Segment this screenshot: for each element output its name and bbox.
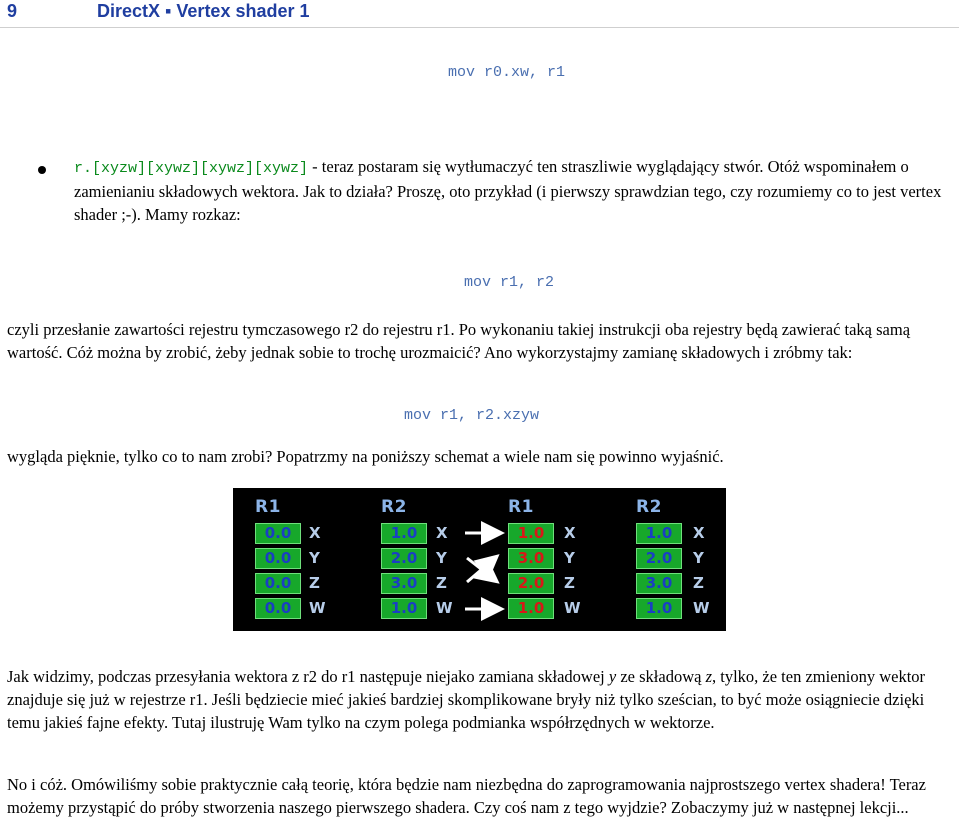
component-label: X	[309, 524, 321, 542]
component-label: W	[693, 599, 710, 617]
bullet-paragraph	[74, 155, 954, 226]
paragraph-4: No i cóż. Omówiliśmy sobie praktycznie całą teorię, która będzie nam niezbędna do zaprogramowania najprostszego vertex shadera! Teraz możemy przystąpić do próby stworzenia naszego pierwszego shadera. Czy coś nam z tego wyjdzie? Zobaczymy już w następnej lekcji...	[7, 775, 926, 817]
code-line-1: mov r0.xw, r1	[448, 64, 566, 81]
register-cell: 2.0	[636, 548, 682, 569]
register-r1-before	[255, 497, 281, 517]
paragraph-2: wygląda pięknie, tylko co to nam zrobi? Popatrzmy na poniższy schemat a wiele nam się powinno wyjaśnić.	[7, 447, 724, 466]
swizzle-code: r.[xyzw][xywz][xywz][xywz]	[74, 160, 309, 177]
component-label: X	[564, 524, 576, 542]
register-swizzle-diagram	[233, 488, 726, 631]
register-label: R1	[508, 497, 534, 517]
register-cell: 1.0	[508, 523, 554, 544]
component-label: X	[436, 524, 448, 542]
register-cell: 0.0	[255, 548, 301, 569]
bullet-text: - teraz postaram się wytłumaczyć ten straszliwie wyglądający stwór. Otóż wspominałem o zamienianiu składowych wektora. Jak to działa? Proszę, oto przykład (i pierwszy sprawdzian tego, czy rozumiemy co to jest vertex shader ;-). Mamy rozkaz:	[74, 157, 942, 224]
register-r1-result	[508, 497, 534, 517]
component-label: Z	[564, 574, 575, 592]
register-cell: 1.0	[508, 598, 554, 619]
bullet-icon	[38, 166, 46, 174]
text-run: Jak widzimy, podczas przesyłania wektora z r2 do r1 następuje niejako zamiana składowej	[7, 667, 609, 686]
component-label: Z	[693, 574, 704, 592]
component-label: W	[309, 599, 326, 617]
register-cell: 3.0	[636, 573, 682, 594]
component-y: y	[608, 667, 617, 686]
register-cell: 3.0	[508, 548, 554, 569]
register-cell: 3.0	[381, 573, 427, 594]
component-label: Y	[693, 549, 704, 567]
code-line-3: mov r1, r2.xzyw	[404, 407, 540, 424]
register-cell: 0.0	[255, 598, 301, 619]
component-z: z	[705, 667, 712, 686]
component-label: W	[436, 599, 453, 617]
page-number: 9	[7, 1, 18, 21]
register-cell: 1.0	[381, 523, 427, 544]
register-label: R1	[255, 497, 281, 517]
component-label: Z	[309, 574, 320, 592]
register-cell: 0.0	[255, 523, 301, 544]
register-cell: 1.0	[381, 598, 427, 619]
paragraph-1: czyli przesłanie zawartości rejestru tymczasowego r2 do rejestru r1. Po wykonaniu takiej instrukcji oba rejestry będą zawierać taką samą wartość. Cóż można by zrobić, żeby jednak sobie to trochę urozmaicić? Ano wykorzystajmy zamianę składowych i zróbmy tak:	[7, 320, 911, 362]
page-title: DirectX ▪ Vertex shader 1	[97, 1, 310, 21]
register-label: R2	[636, 497, 662, 517]
register-cell: 0.0	[255, 573, 301, 594]
component-label: Y	[564, 549, 575, 567]
component-label: Z	[436, 574, 447, 592]
register-label: R2	[381, 497, 407, 517]
component-label: X	[693, 524, 705, 542]
text-run: ze składową	[616, 667, 706, 686]
page-header	[0, 0, 959, 28]
register-cell: 1.0	[636, 523, 682, 544]
code-line-2: mov r1, r2	[464, 274, 555, 291]
paragraph-3	[7, 665, 952, 734]
register-cell: 2.0	[381, 548, 427, 569]
register-cell: 2.0	[508, 573, 554, 594]
register-r2-source	[381, 497, 407, 517]
swizzle-arrows-icon	[459, 518, 511, 628]
component-label: W	[564, 599, 581, 617]
component-label: Y	[309, 549, 320, 567]
register-cell: 1.0	[636, 598, 682, 619]
text-run: , tylko, że ten zmieniony wektor znajduje się już w rejestrze r1. Jeśli będziecie mieć jakieś bardziej skomplikowane bryły niż tylko sześcian, to być może osiągniecie dzięki temu jakieś fajne efekty. Tutaj ilustruję Wam tylko na czym polega podmianka współrzędnych w wektorze.	[7, 667, 926, 732]
register-r2-unchanged	[636, 497, 662, 517]
component-label: Y	[436, 549, 447, 567]
